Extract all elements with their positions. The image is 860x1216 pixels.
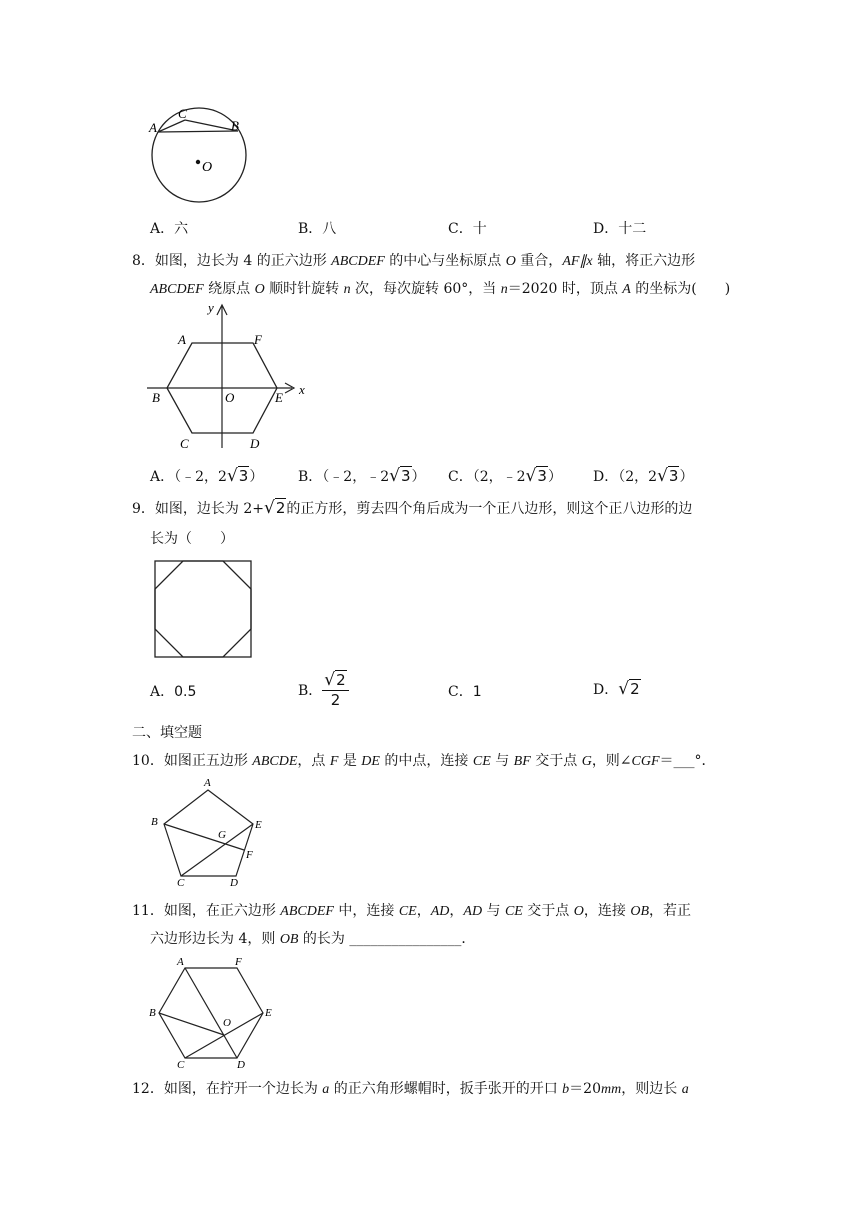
q7-option-b: B．八 — [298, 221, 337, 237]
q7-label-C: C — [178, 106, 187, 121]
q8-label-F: F — [254, 332, 262, 347]
q8-option-c: C．（2，﹣2√3） — [448, 466, 562, 486]
q11-label-A: A — [177, 956, 184, 968]
q10-pentagon-figure — [145, 778, 275, 890]
q11-question-line1: 11．如图，在正六边形 ABCDEF 中，连接 CE，AD，AD 与 CE 交于点 O，连接 OB，若正 — [132, 903, 692, 919]
q10-label-G: G — [218, 829, 226, 841]
q10-label-F: F — [246, 849, 253, 861]
q9-option-c: C．1 — [448, 684, 482, 700]
q9-option-d: D．√2 — [593, 679, 640, 699]
q10-label-E: E — [255, 819, 262, 831]
q8-label-A: A — [178, 332, 186, 347]
q7-circle-figure — [140, 100, 260, 210]
q8-label-E: E — [275, 390, 283, 405]
q7-label-O: O — [202, 160, 213, 175]
section-title-fill-in: 二、填空题 — [132, 725, 202, 741]
q10-label-B: B — [151, 816, 158, 828]
q8-option-d: D．（2，2√3） — [593, 466, 694, 486]
q10-label-C: C — [177, 877, 185, 889]
q8-label-O: O — [225, 390, 235, 405]
q8-label-C: C — [180, 436, 189, 451]
q8-option-a: A．（﹣2，2√3） — [150, 466, 264, 486]
q10-label-D: D — [230, 877, 238, 889]
q8-option-b: B．（﹣2，﹣2√3） — [298, 466, 426, 486]
q8-label-D: D — [250, 436, 260, 451]
q11-label-E: E — [265, 1007, 272, 1019]
q9-question-line1: 9．如图，边长为 2+√2的正方形，剪去四个角后成为一个正八边形，则这个正八边形的边 — [132, 498, 693, 518]
q11-hexagon-figure — [145, 954, 275, 1070]
q11-question-line2: 六边形边长为 4，则 OB 的长为 ________________． — [150, 931, 476, 947]
q11-label-D: D — [237, 1059, 245, 1070]
q9-question-line2: 长为（ ） — [150, 531, 234, 547]
q8-question-line1: 8．如图，边长为 4 的正六边形 ABCDEF 的中心与坐标原点 O 重合，AF∥x 轴，将正六边形 — [132, 253, 696, 269]
q9-option-a: A．0.5 — [150, 684, 197, 700]
q9-option-b: B． $\frac{√2}{2}$ — [298, 670, 349, 709]
q7-label-A: A — [149, 120, 157, 135]
q10-question: 10．如图正五边形 ABCDE，点 F 是 DE 的中点，连接 CE 与 BF 交于点 G，则∠CGF＝___°． — [132, 753, 716, 769]
q9-octagon-figure — [150, 556, 256, 662]
q8-label-x: x — [299, 382, 305, 397]
q8-label-B: B — [152, 390, 160, 405]
q7-option-a: A．六 — [150, 221, 189, 237]
q10-label-A: A — [204, 778, 211, 789]
q12-question: 12．如图，在拧开一个边长为 a 的正六角形螺帽时，扳手张开的开口 b＝20mm，则边长 a — [132, 1081, 689, 1097]
q11-label-B: B — [149, 1007, 156, 1019]
q11-label-O: O — [223, 1017, 231, 1029]
q11-label-F: F — [235, 956, 242, 968]
q8-hexagon-figure — [142, 298, 322, 460]
q11-label-C: C — [177, 1059, 185, 1070]
q8-question-line2: ABCDEF 绕原点 O 顺时针旋转 n 次，每次旋转 60°，当 n＝2020 时，顶点 A 的坐标为( ) — [150, 281, 731, 297]
q7-option-d: D．十二 — [593, 221, 647, 237]
q8-label-y: y — [208, 300, 214, 315]
q7-label-B: B — [231, 118, 239, 133]
q7-option-c: C．十 — [448, 221, 487, 237]
